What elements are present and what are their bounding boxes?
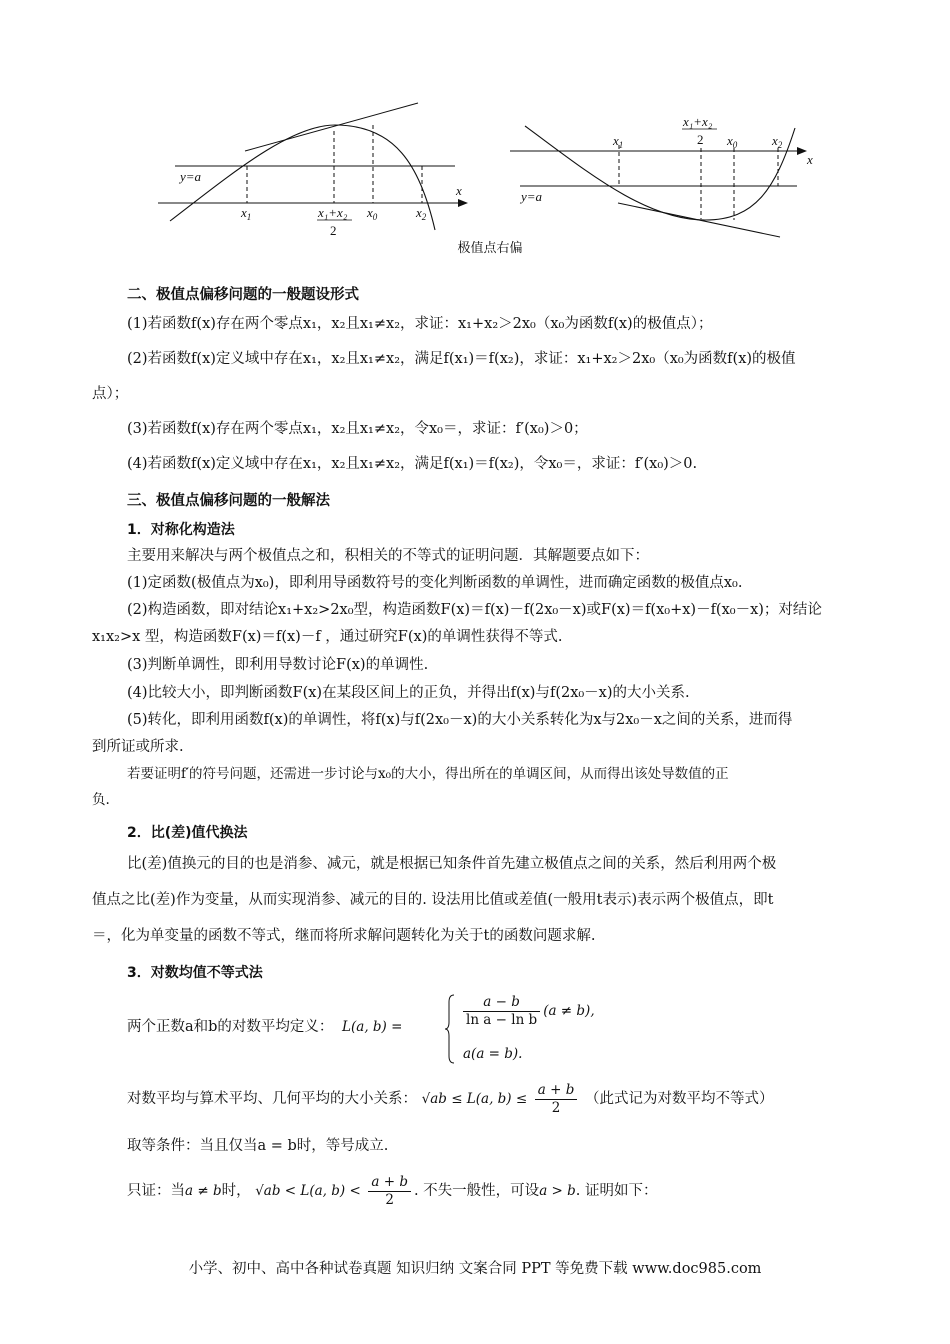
method2-title: 2．比(差)值代换法 xyxy=(127,825,248,841)
left-tick-mid-den: 2 xyxy=(330,223,337,238)
right-tick-mid-num: x₁+x₂ xyxy=(683,114,713,129)
def-case1-fraction: $\frac{a - b}{\text{ln a − ln b}}$ xyxy=(463,994,540,1029)
left-tick-mid-num: x₁+x₂ xyxy=(318,205,348,220)
right-tick-x0: $x_0$ xyxy=(727,133,738,150)
method1-step1: (1)定函数(极值点为x₀)，即利用导函数符号的变化判断函数的单调性，进而确定函数的极值点x₀. xyxy=(127,575,743,591)
right-tick-x1: $x_1$ xyxy=(613,133,624,150)
method1-step5-cont: 到所证或所求. xyxy=(92,739,184,755)
method1-intro: 主要用来解决与两个极值点之和，积相关的不等式的证明问题．其解题要点如下： xyxy=(127,548,649,564)
page-footer: 小学、初中、高中各种试卷真题 知识归纳 文案合同 PPT 等免费下载 www.doc985.com xyxy=(188,1261,762,1277)
section2-item2: (2)若函数f(x)定义域中存在x₁，x₂且x₁≠x₂，满足f(x₁)＝f(x₂)，求证：x₁+x₂＞2x₀（x₀为函数f(x)的极值 xyxy=(127,351,796,367)
section2-item4: (4)若函数f(x)定义域中存在x₁，x₂且x₁≠x₂，满足f(x₁)＝f(x₂)，令x₀＝，求证：f′(x₀)＞0. xyxy=(127,456,698,472)
section2-heading: 二、极值点偏移问题的一般题设形式 xyxy=(127,287,359,303)
left-tick-x1: $x_1$ xyxy=(241,205,252,222)
method1-step2-cont: x₁x₂>x 型，构造函数F(x)＝f(x)－f ，通过研究F(x)的单调性获得不等式. xyxy=(92,629,563,645)
section3-heading: 三、极值点偏移问题的一般解法 xyxy=(127,493,330,509)
section2-item3: (3)若函数f(x)存在两个零点x₁，x₂且x₁≠x₂，令x₀＝，求证：f′(x₀)＞0； xyxy=(127,421,588,437)
method1-step2: (2)构造函数，即对结论x₁+x₂>2x₀型，构造函数F(x)＝f(x)－f(2x₀－x)或F(x)＝f(x₀+x)－f(x₀－x)；对结论 xyxy=(127,602,822,618)
right-graph-figure xyxy=(505,110,825,245)
section2-item2-cont: 点）； xyxy=(92,386,129,402)
right-ya-label: y=a xyxy=(521,189,543,204)
def-case2: a(a = b). xyxy=(463,1046,523,1062)
equality-condition: 取等条件：当且仅当a = b时，等号成立. xyxy=(127,1138,389,1154)
proof-fraction: $\frac{a + b}{2}$ xyxy=(368,1174,411,1209)
method1-title: 1．对称化构造法 xyxy=(127,522,235,538)
brace-icon xyxy=(445,994,455,1064)
method1-step5: (5)转化，即利用函数f(x)的单调性，将f(x)与f(2x₀－x)的大小关系转化为x与2x₀－x之间的关系，进而得 xyxy=(127,712,793,728)
left-tick-x0: $x_0$ xyxy=(367,205,378,222)
figure-caption: 极值点右偏 xyxy=(457,241,523,256)
section2-item1: (1)若函数f(x)存在两个零点x₁，x₂且x₁≠x₂，求证：x₁+x₂＞2x₀（x₀为函数f(x)的极值点）； xyxy=(127,316,713,332)
left-x-axis-label: x xyxy=(456,183,462,198)
method1-step3: (3)判断单调性，即利用导数讨论F(x)的单调性. xyxy=(127,657,429,673)
def-prefix: 两个正数a和b的对数平均定义： xyxy=(127,1019,334,1035)
rel-expr: √ab ≤ L(a, b) ≤ xyxy=(421,1091,528,1107)
method1-step4: (4)比较大小，即判断函数F(x)在某段区间上的正负，并得出f(x)与f(2x₀－x)的大小关系. xyxy=(127,685,690,701)
left-tick-x2: $x_2$ xyxy=(416,205,427,222)
log-mean-relation: 对数平均与算术平均、几何平均的大小关系： √ab ≤ L(a, b) ≤ $\frac{a + b}{2}$ （此式记为对数平均不等式） xyxy=(127,1081,774,1116)
right-tick-x2: $x_2$ xyxy=(772,133,783,150)
method2-para-line3: ＝，化为单变量的函数不等式，继而将所求解问题转化为关于t的函数问题求解. xyxy=(92,928,596,944)
method3-title: 3．对数均值不等式法 xyxy=(127,965,263,981)
method1-note: 若要证明f′的符号问题，还需进一步讨论与x₀的大小，得出所在的单调区间，从而得出该处导数值的正 xyxy=(127,766,729,782)
rel-fraction: $\frac{a + b}{2}$ xyxy=(535,1082,578,1117)
method2-para-line2: 值点之比(差)作为变量，从而实现消参、减元的目的. 设法用比值或差值(一般用t表示)表示两个极值点，即t xyxy=(92,892,774,908)
proof-statement: 只证：当a ≠ b时， √ab < L(a, b) < $\frac{a + b}{2}$ . 不失一般性，可设a > b. 证明如下： xyxy=(127,1173,658,1208)
left-graph-figure xyxy=(150,95,480,245)
method2-para-line1: 比(差)值换元的目的也是消参、减元，就是根据已知条件首先建立极值点之间的关系，然后利用两个极 xyxy=(127,856,777,872)
right-tick-mid-den: 2 xyxy=(697,132,704,147)
def-case1: $\frac{a - b}{\text{ln a − ln b}}$ (a ≠ b), xyxy=(460,994,595,1029)
left-ya-label: y=a xyxy=(180,169,202,184)
method1-note-cont: 负. xyxy=(92,792,110,808)
def-lhs: L(a, b) = xyxy=(342,1019,403,1035)
right-x-axis-label: x xyxy=(807,152,813,167)
